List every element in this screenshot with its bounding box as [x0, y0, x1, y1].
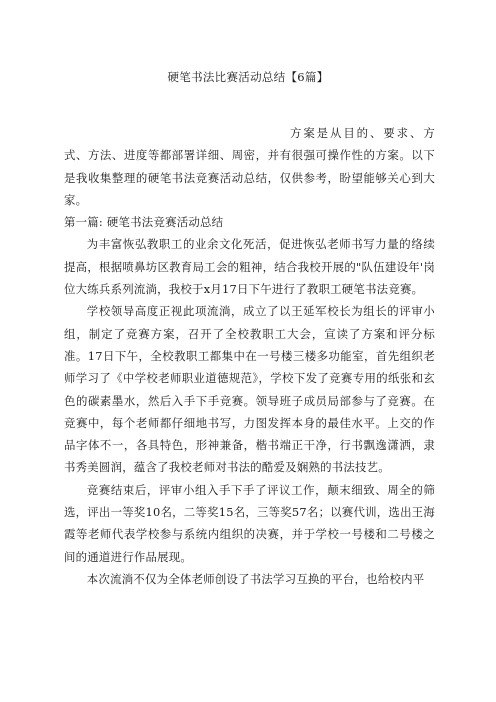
- document-body: [64, 122, 435, 590]
- intro-paragraph: 方案是从目的、要求、方式、方法、进度等都部署详细、周密，并有很强可操作性的方案。以下是我收集整理的硬笔书法竞赛活动总结，仅供参考，盼望能够关心到大家。: [64, 126, 435, 207]
- body-paragraph: 为丰富恢弘教职工的业余文化死活，促进恢弘老师书写力量的络续提高，根据喷鼻坊区教育局工会的粗神，结合我校开展的"队伍建设年'岗位大练兵系列流淌，我校于x月17日下午进行了教职工硬笔书法竞赛。: [64, 237, 435, 297]
- section-heading: 第一篇: 硬笔书法竞赛活动总结: [64, 215, 224, 230]
- body-paragraph: 学校领导高度正视此项流淌，成立了以王延军校长为组长的评审小组，制定了竞赛方案，召开了全校教职工大会，宣读了方案和评分标准。17日下午，全校教职工都集中在一号楼三楼多功能室，首先组织老师学习了《中学校老师职业道德规范》，学校下发了竞赛专用的纸张和玄色的碳素墨水，然后入手下手竞赛。领导班子成员局部参与了竞赛。在竞赛中，每个老师都仔细地书写，力图发挥本身的最佳水平。上交的作品字体不一，各具特色，形神兼备，楷书端正干净，行书飘逸潇洒，隶书秀美圆润，蕴含了我校老师对书法的酷爱及娴熟的书法技艺。: [64, 304, 435, 475]
- body-paragraph: 竞赛结束后，评审小组入手下手了评议工作，颠末细致、周全的筛选，评出一等奖10名，二等奖15名，三等奖57名；以赛代训，选出王海霞等老师代表学校参与系统内组织的决赛，并于学校一号楼和二号楼之间的通道进行作品展现。: [64, 482, 435, 564]
- document-title: 硬笔书法比赛活动总结【6篇】: [167, 70, 329, 84]
- body-paragraph: 本次流淌不仅为全体老师创设了书法学习互换的平台，也给校内平: [86, 571, 425, 586]
